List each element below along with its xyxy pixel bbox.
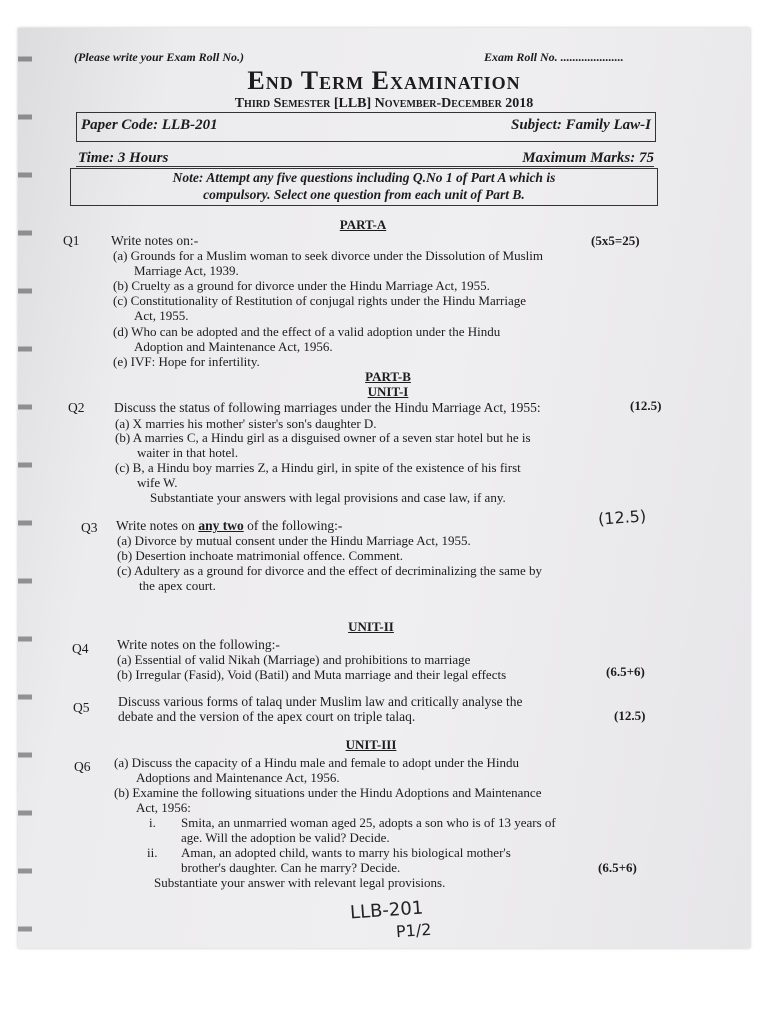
handwritten-paper-code: LLB-201	[349, 897, 424, 924]
exam-time: Time: 3 Hours	[78, 150, 169, 166]
q4-number: Q4	[72, 641, 89, 656]
q1-a-line1: (a) Grounds for a Muslim woman to seek divorce under the Dissolution of Muslim	[113, 248, 544, 263]
part-a-heading: PART-A	[339, 217, 387, 232]
maximum-marks: Maximum Marks: 75	[522, 150, 654, 166]
q1-a-line2: Marriage Act, 1939.	[134, 263, 239, 278]
instructions-note	[70, 168, 658, 206]
q1-c-line2: Act, 1955.	[134, 308, 189, 323]
q6-footer: Substantiate your answer with relevant legal provisions.	[154, 875, 446, 890]
roll-prompt: (Please write your Exam Roll No.)	[74, 50, 244, 64]
q6-number: Q6	[74, 759, 91, 774]
q3-a: (a) Divorce by mutual consent under the Hindu Marriage Act, 1955.	[117, 533, 471, 548]
note-line-1: Note: Attempt any five questions including Q.No 1 of Part A which is	[172, 170, 556, 185]
q6-i-number: i.	[149, 815, 156, 830]
q6-a-line1: (a) Discuss the capacity of a Hindu male and female to adopt under the Hindu	[114, 755, 520, 770]
q6-a-line2: Adoptions and Maintenance Act, 1956.	[136, 770, 340, 785]
q3-prompt-post: of the following:-	[243, 518, 343, 533]
q6-ii-number: ii.	[147, 845, 158, 860]
q3-b: (b) Desertion inchoate matrimonial offence. Comment.	[117, 548, 404, 563]
q6-i-line1: Smita, an unmarried woman aged 25, adopts a son who is of 13 years of	[181, 815, 556, 830]
q3-number: Q3	[81, 520, 98, 535]
binding-edge	[18, 28, 32, 948]
q6-ii-line2: brother's daughter. Can he marry? Decide.	[181, 860, 401, 875]
q2-footer: Substantiate your answers with legal provisions and case law, if any.	[150, 490, 506, 505]
q5-line1: Discuss various forms of talaq under Muslim law and critically analyse the	[118, 694, 523, 709]
q2-a: (a) X marries his mother' sister's son's daughter D.	[115, 416, 377, 431]
q3-handwritten-marks: (12.5)	[597, 506, 647, 529]
q2-c-line1: (c) B, a Hindu boy marries Z, a Hindu girl, in spite of the existence of his first	[115, 460, 521, 475]
roll-number-label: Exam Roll No. .....................	[484, 50, 624, 64]
q3-prompt	[116, 518, 342, 534]
handwritten-page-number: P1/2	[395, 919, 433, 942]
exam-title: End Term Examination	[247, 66, 521, 95]
q1-c-line1: (c) Constitutionality of Restitution of conjugal rights under the Hindu Marriage	[113, 293, 527, 308]
part-b-heading: PART-B	[365, 369, 411, 384]
q3-prompt-pre: Write notes on	[116, 518, 199, 533]
q1-number: Q1	[63, 233, 80, 248]
q5-marks: (12.5)	[614, 708, 646, 723]
q6-b-line2: Act, 1956:	[136, 800, 191, 815]
q3-c-line1: (c) Adultery as a ground for divorce and the effect of decriminalizing the same by	[117, 563, 542, 578]
unit-2-heading: UNIT-II	[348, 619, 394, 634]
q1-d-line1: (d) Who can be adopted and the effect of a valid adoption under the Hindu	[113, 324, 501, 339]
q6-b-line1: (b) Examine the following situations under the Hindu Adoptions and Maintenance	[114, 785, 542, 800]
semester-line: Third Semester [LLB] November-December 2018	[234, 96, 534, 111]
q6-ii-line1: Aman, an adopted child, wants to marry his biological mother's	[181, 845, 511, 860]
q4-prompt: Write notes on the following:-	[117, 637, 280, 652]
q1-prompt: Write notes on:-	[111, 233, 199, 248]
unit-3-heading: UNIT-III	[345, 737, 397, 752]
q2-c-line2: wife W.	[137, 475, 178, 490]
q2-marks: (12.5)	[630, 398, 662, 413]
exam-paper	[18, 28, 750, 948]
q4-b: (b) Irregular (Fasid), Void (Batil) and Muta marriage and their legal effects	[117, 667, 507, 682]
q2-prompt: Discuss the status of following marriages under the Hindu Marriage Act, 1955:	[114, 400, 541, 415]
q1-e: (e) IVF: Hope for infertility.	[113, 354, 260, 369]
paper-code: Paper Code: LLB-201	[81, 117, 218, 133]
q2-number: Q2	[68, 400, 85, 415]
q5-number: Q5	[73, 700, 90, 715]
q2-b-line1: (b) A marries C, a Hindu girl as a disguised owner of a seven star hotel but he is	[115, 430, 531, 445]
unit-1-heading: UNIT-I	[367, 384, 409, 399]
note-line-2: compulsory. Select one question from each unit of Part B.	[203, 187, 525, 202]
q3-c-line2: the apex court.	[139, 578, 216, 593]
q6-marks: (6.5+6)	[598, 860, 637, 875]
q6-i-line2: age. Will the adoption be valid? Decide.	[181, 830, 390, 845]
subject: Subject: Family Law-I	[511, 117, 651, 133]
q2-b-line2: waiter in that hotel.	[137, 445, 239, 460]
q1-b: (b) Cruelty as a ground for divorce under the Hindu Marriage Act, 1955.	[113, 278, 490, 293]
paper-info-box	[76, 112, 656, 142]
q4-marks: (6.5+6)	[606, 664, 645, 679]
q1-d-line2: Adoption and Maintenance Act, 1956.	[134, 339, 333, 354]
divider	[76, 166, 654, 167]
q3-prompt-emphasis: any two	[198, 518, 244, 533]
q5-line2: debate and the version of the apex court on triple talaq.	[118, 709, 416, 724]
q4-a: (a) Essential of valid Nikah (Marriage) and prohibitions to marriage	[117, 652, 471, 667]
q1-marks: (5x5=25)	[591, 233, 640, 248]
